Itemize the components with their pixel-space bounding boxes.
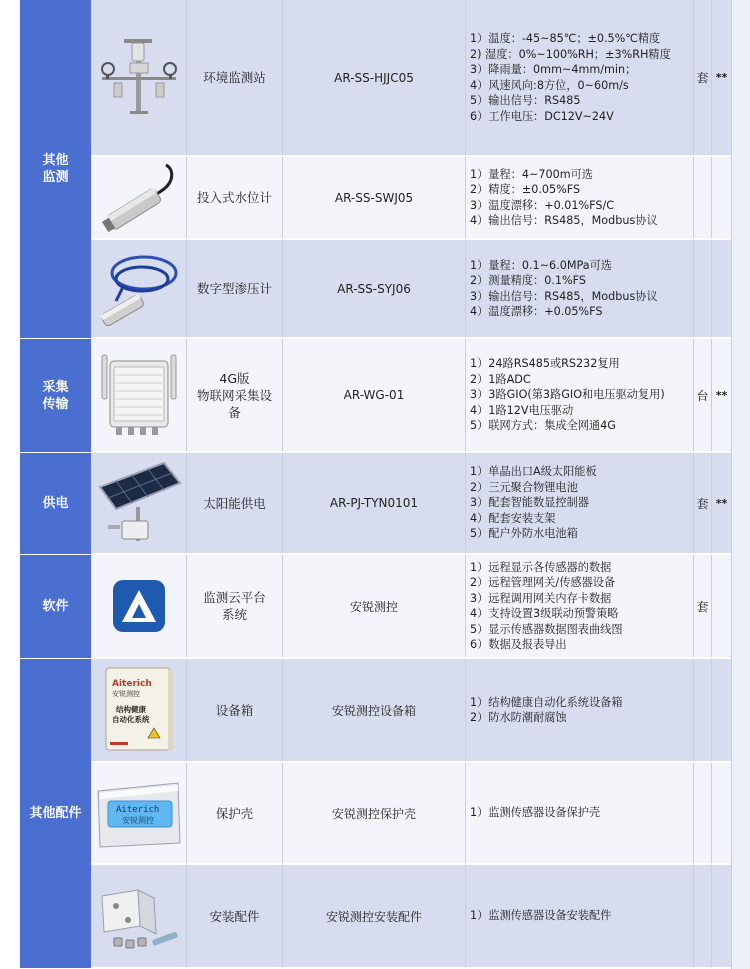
product-specs — [465, 0, 693, 155]
product-note: ** — [711, 0, 731, 155]
spec-line: 2）远程管理网关/传感器设备 — [470, 576, 616, 589]
table-row — [91, 453, 731, 555]
box-cn-text: 安锐测控 — [111, 690, 140, 698]
category-acquisition: 采集 传输 — [20, 339, 91, 453]
product-unit: 台 — [693, 339, 711, 451]
spec-line: 1）单晶出口A级太阳能板 — [470, 465, 597, 479]
product-specs — [465, 453, 693, 553]
solar-panel-icon — [91, 453, 186, 553]
spec-line: 4）1路12V电压驱动 — [470, 403, 574, 417]
weather-station-icon — [91, 0, 186, 155]
product-note — [711, 763, 731, 863]
spec-line: 3）输出信号：RS485，Modbus协议 — [470, 289, 658, 303]
spec-line: 4）风速风向:8方位，0~60m/s — [470, 78, 629, 92]
protective-shell-icon — [91, 763, 186, 863]
product-unit — [693, 865, 711, 967]
spec-line: 5）配户外防水电池箱 — [470, 527, 578, 541]
product-note — [711, 157, 731, 238]
table-row — [91, 865, 731, 969]
table-row — [91, 659, 731, 763]
spec-line: 5）输出信号：RS485 — [470, 94, 581, 107]
spec-line: 3）降雨量：0mm~4mm/min； — [470, 63, 637, 76]
gateway-icon — [91, 339, 186, 451]
shell-brand-text: Aiterich — [115, 805, 159, 815]
product-name: 4G版 物联网采集设 备 — [186, 339, 282, 451]
table-row — [91, 555, 731, 659]
box-line2-text: 自动化系统 — [111, 715, 149, 724]
category-accessories: 其他配件 — [20, 659, 91, 969]
product-model: AR-SS-SYJ06 — [282, 240, 465, 337]
product-name: 保护壳 — [186, 763, 282, 863]
spec-line: 1）监测传感器设备安装配件 — [470, 909, 612, 923]
spec-line: 6）数据及报表导出 — [470, 638, 567, 651]
product-name: 环境监测站 — [186, 0, 282, 155]
table-row — [91, 157, 731, 240]
spec-line: 1）远程显示各传感器的数据 — [470, 560, 612, 574]
product-name: 安装配件 — [186, 865, 282, 967]
spec-line: 5）显示传感器数据图表曲线图 — [470, 622, 623, 636]
product-unit: 套 — [693, 0, 711, 155]
product-model: AR-SS-SWJ05 — [282, 157, 465, 238]
spec-line: 1）结构健康自动化系统设备箱 — [470, 695, 623, 709]
table-row — [91, 240, 731, 339]
category-other-monitoring: 其他 监测 — [20, 0, 91, 339]
product-specs — [465, 555, 693, 657]
product-specs — [465, 339, 693, 451]
table-row — [91, 0, 731, 157]
spec-line: 4）输出信号：RS485，Modbus协议 — [470, 214, 658, 227]
product-unit — [693, 763, 711, 863]
category-power: 供电 — [20, 453, 91, 555]
spec-line: 2）精度：±0.05%FS — [470, 183, 581, 196]
spec-line: 1）量程：4~700m可选 — [470, 167, 593, 181]
product-note — [711, 555, 731, 657]
product-name: 数字型渗压计 — [186, 240, 282, 337]
mounting-bracket-icon — [91, 865, 186, 967]
product-specs — [465, 157, 693, 238]
box-brand-text: Aiterich — [111, 679, 152, 689]
cloud-platform-logo-icon — [91, 555, 186, 657]
spec-line: 4）配套安装支架 — [470, 511, 556, 525]
spec-line: 3）远程调用网关内存卡数据 — [470, 591, 612, 605]
spec-line: 2）三元聚合物锂电池 — [470, 480, 578, 494]
equipment-box-icon — [91, 659, 186, 761]
water-level-sensor-icon — [91, 157, 186, 238]
product-model: 安锐测控 — [282, 555, 465, 657]
product-model: AR-SS-HJJC05 — [282, 0, 465, 155]
spec-line: 2）1路ADC — [470, 372, 531, 386]
product-specs — [465, 865, 693, 967]
spec-line: 2）测量精度：0.1%FS — [470, 274, 587, 287]
product-unit — [693, 157, 711, 238]
spec-line: 1）量程：0.1~6.0MPa可选 — [470, 258, 612, 272]
product-note — [711, 240, 731, 337]
spec-line: 1）24路RS485或RS232复用 — [470, 357, 620, 371]
product-model: 安锐测控设备箱 — [282, 659, 465, 761]
product-unit — [693, 659, 711, 761]
osmometer-icon — [91, 240, 186, 337]
product-name: 太阳能供电 — [186, 453, 282, 553]
product-name: 监测云平台 系统 — [186, 555, 282, 657]
spec-line: 2) 湿度：0%~100%RH；±3%RH精度 — [470, 47, 671, 61]
spec-line: 1）温度：-45~85℃；±0.5%℃精度 — [470, 32, 661, 45]
product-specs — [465, 763, 693, 863]
spec-line: 6）工作电压：DC12V~24V — [470, 109, 614, 123]
product-note — [711, 659, 731, 761]
spec-line: 4）支持设置3级联动预警策略 — [470, 607, 619, 620]
spec-line: 1）监测传感器设备保护壳 — [470, 806, 601, 820]
spec-line: 5）联网方式：集成全网通4G — [470, 419, 616, 433]
spec-line: 3）温度漂移：+0.01%FS/C — [470, 198, 615, 212]
product-unit: 套 — [693, 453, 711, 553]
spec-line: 3）配套智能数显控制器 — [470, 496, 589, 510]
product-model: 安锐测控安装配件 — [282, 865, 465, 967]
spec-line: 4）温度漂移：+0.05%FS — [470, 305, 603, 318]
box-line1-text: 结构健康 — [115, 705, 146, 714]
spec-line: 2）防水防潮耐腐蚀 — [470, 711, 567, 724]
product-unit: 套 — [693, 555, 711, 657]
spec-line: 3）3路GIO(第3路GIO和电压驱动复用) — [470, 388, 665, 402]
product-note — [711, 865, 731, 967]
product-note: ** — [711, 339, 731, 451]
product-name: 设备箱 — [186, 659, 282, 761]
shell-cn-text: 安锐测控 — [121, 816, 154, 825]
left-margin — [0, 0, 20, 969]
product-model: AR-PJ-TYN0101 — [282, 453, 465, 553]
product-unit — [693, 240, 711, 337]
right-edge-column — [731, 0, 750, 969]
product-model: AR-WG-01 — [282, 339, 465, 451]
table-row — [91, 339, 731, 453]
table-row — [91, 763, 731, 865]
category-software: 软件 — [20, 555, 91, 659]
product-model: 安锐测控保护壳 — [282, 763, 465, 863]
product-note: ** — [711, 453, 731, 553]
product-specs — [465, 659, 693, 761]
product-name: 投入式水位计 — [186, 157, 282, 238]
product-specs — [465, 240, 693, 337]
